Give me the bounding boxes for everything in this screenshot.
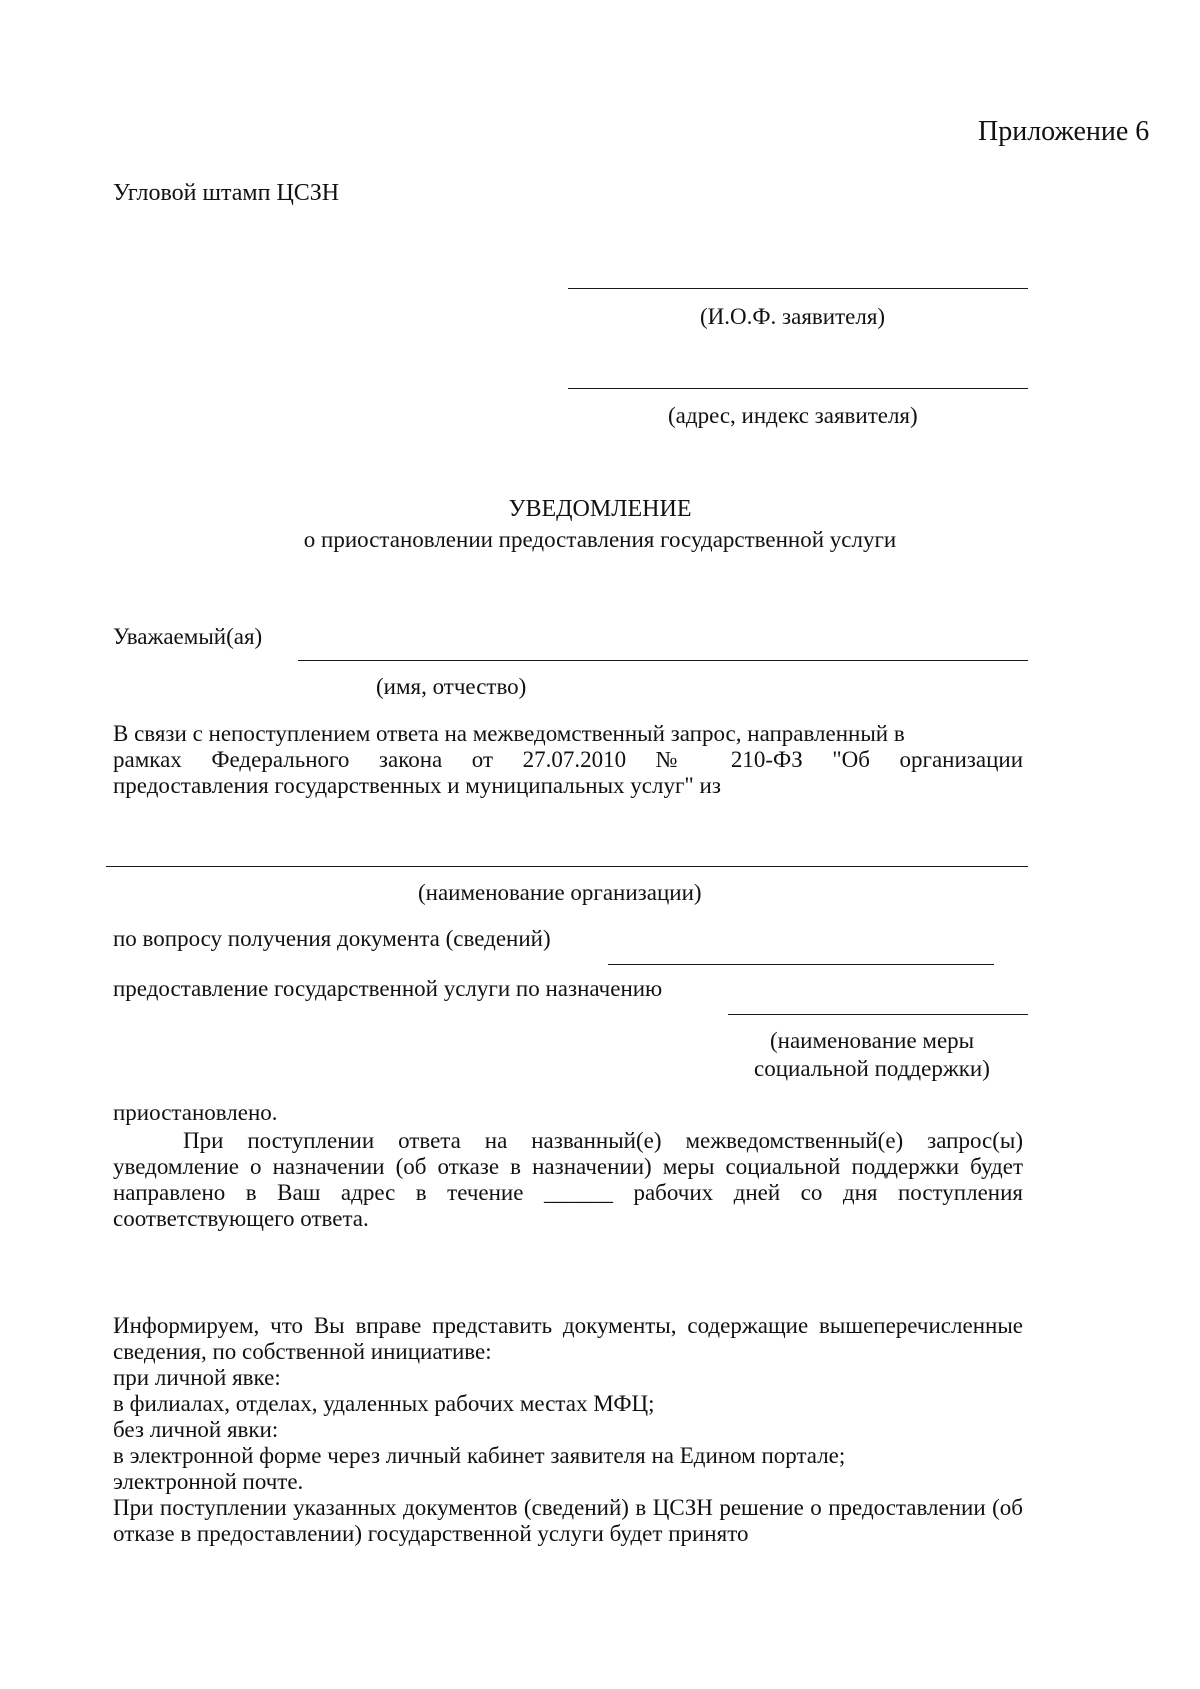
applicant-address-caption: (адрес, индекс заявителя) [668, 403, 918, 428]
working-days-blank: ______ [543, 1180, 613, 1205]
service-line-text: предоставление государственной услуги по назначению [113, 976, 663, 1001]
paragraph1-line2: рамках Федерального закона от 27.07.2010 № 210-ФЗ "Об организации [113, 747, 1023, 772]
suspended-label: приостановлено. [113, 1100, 278, 1125]
paragraph2-text-after: рабочих дней со дня поступления соответствующего ответа. [113, 1180, 1023, 1231]
request-document-line [608, 964, 994, 965]
paragraph3-item-in-person: при личной явке: [113, 1365, 281, 1390]
greeting-name-caption: (имя, отчество) [376, 674, 527, 699]
support-measure-line [728, 1014, 1028, 1015]
organization-caption: (наименование организации) [418, 880, 702, 905]
appendix-label: Приложение 6 [978, 116, 1150, 147]
support-measure-caption-1: (наименование меры [770, 1028, 975, 1053]
request-line-text: по вопросу получения документа (сведений) [113, 926, 551, 951]
stamp-label: Угловой штамп ЦСЗН [113, 180, 340, 206]
paragraph-interagency-request [113, 721, 1023, 799]
paragraph3-item-mfc: в филиалах, отделах, удаленных рабочих местах МФЦ; [113, 1391, 655, 1416]
applicant-name-caption: (И.О.Ф. заявителя) [700, 304, 886, 329]
paragraph3-intro: Информируем, что Вы вправе представить документы, содержащие вышеперечисленные сведения, по собственной инициативе: [113, 1313, 1023, 1364]
paragraph-response-notice [113, 1128, 1023, 1232]
document-title: УВЕДОМЛЕНИЕ [508, 496, 692, 522]
document-subtitle: о приостановлении предоставления государственной услуги [303, 527, 897, 552]
paragraph2-text-before: При поступлении ответа на названный(е) межведомственный(е) запрос(ы) уведомление о назначении (об отказе в назначении) меры социальной поддержки будет направлено в Ваш адрес в течение [113, 1128, 1023, 1205]
paragraph3-item-portal: в электронной форме через личный кабинет заявителя на Едином портале; [113, 1443, 846, 1468]
paragraph3-item-email: электронной почте. [113, 1469, 304, 1494]
greeting-label: Уважаемый(ая) [113, 624, 263, 649]
paragraph1-line3: предоставления государственных и муниципальных услуг" из [113, 773, 721, 798]
paragraph3-closing: При поступлении указанных документов (сведений) в ЦСЗН решение о предоставлении (об отказе в предоставлении) государственной услуги будет принято [113, 1495, 1023, 1546]
paragraph1-line1: В связи с непоступлением ответа на межведомственный запрос, направленный в [113, 721, 905, 746]
applicant-name-line [568, 288, 1028, 289]
applicant-address-line [568, 388, 1028, 389]
paragraph-self-submission [113, 1313, 1023, 1547]
organization-line [106, 866, 1028, 867]
paragraph3-item-remote: без личной явки: [113, 1417, 279, 1442]
greeting-name-line [298, 660, 1028, 661]
support-measure-caption-2: социальной поддержки) [754, 1056, 990, 1081]
